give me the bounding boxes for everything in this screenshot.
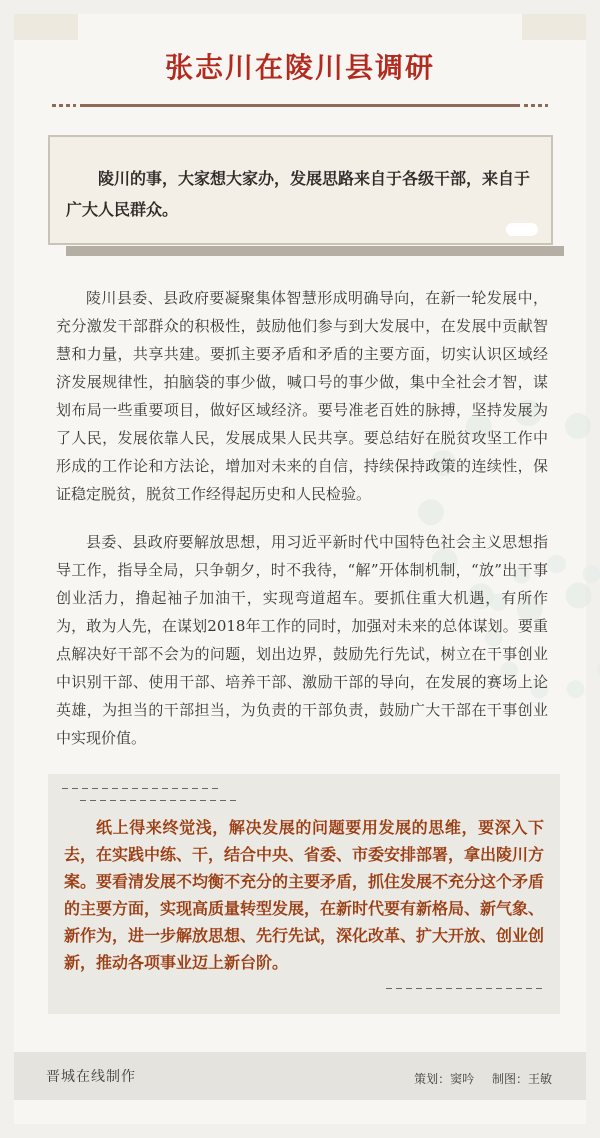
note-dash-line <box>386 988 544 989</box>
quote-decoration <box>506 223 538 236</box>
footer-org: 晋城在线制作 <box>46 1069 136 1085</box>
corner-decoration <box>522 14 586 40</box>
body-paragraph-2: 县委、县政府要解放思想，用习近平新时代中国特色社会主义思想指导工作，指导全局，只争朝夕，时不我待，“解”开体制机制，“放”出干事创业活力，撸起袖子加油干，实现弯道超车。要抓住重大机遇，有所作为，敢为人先，在谋划2018年工作的同时，加强对未来的总体谋划。要重点解决好干部不会为的问题，划出边界，鼓励先行先试，树立在干事创业中识别干部、使用干部、培养干部、激励干部的导向，在发展的赛场上论英雄，为担当的干部担当，为负责的干部负责，鼓励广大干部在干事创业中实现价值。 <box>56 533 548 747</box>
page-title: 张志川在陵川县调研 <box>164 51 435 84</box>
note-dash-line <box>80 800 236 801</box>
title-rule-dash-left <box>52 104 76 107</box>
footer-credits <box>400 1070 552 1087</box>
corner-decoration <box>14 14 78 40</box>
note-text: 纸上得来终觉浅，解决发展的问题要用发展的思维，要深入下去，在实践中练、干，结合中央、省委、市委安排部署，拿出陵川方案。要看清发展不均衡不充分的主要矛盾，抓住发展不充分这个矛盾的主要方面，实现高质量转型发展，在新时代要有新格局、新气象、新作为，进一步解放思想、先行先试，深化改革、扩大开放、创业创新，推动各项事业迈上新台阶。 <box>64 818 545 972</box>
quote-box-shadow <box>66 246 564 256</box>
title-rule-dash-right <box>524 104 548 107</box>
footer-designer: 制图：王敏 <box>491 1072 552 1086</box>
title-rule <box>80 104 520 107</box>
quote-text: 陵川的事，大家想大家办，发展思路来自于各级干部，来自于广大人民群众。 <box>66 169 531 219</box>
body-paragraph-1: 陵川县委、县政府要凝聚集体智慧形成明确导向，在新一轮发展中，充分激发干部群众的积极性，鼓励他们参与到大发展中，在发展中贡献智慧和力量，共享共建。要抓主要矛盾和矛盾的主要方面，切实认识区域经济发展规律性，拍脑袋的事少做，喊口号的事少做，集中全社会才智，谋划布局一些重要项目，做好区域经济。要号准老百姓的脉搏，坚持发展为了人民，发展依靠人民，发展成果人民共享。要总结好在脱贫攻坚工作中形成的工作论和方法论，增加对未来的自信，持续保持政策的连续性，保证稳定脱贫，脱贫工作经得起历史和人民检验。 <box>56 289 548 503</box>
footer-planner: 策划：窦吟 <box>414 1072 475 1086</box>
note-dash-line <box>62 788 218 789</box>
